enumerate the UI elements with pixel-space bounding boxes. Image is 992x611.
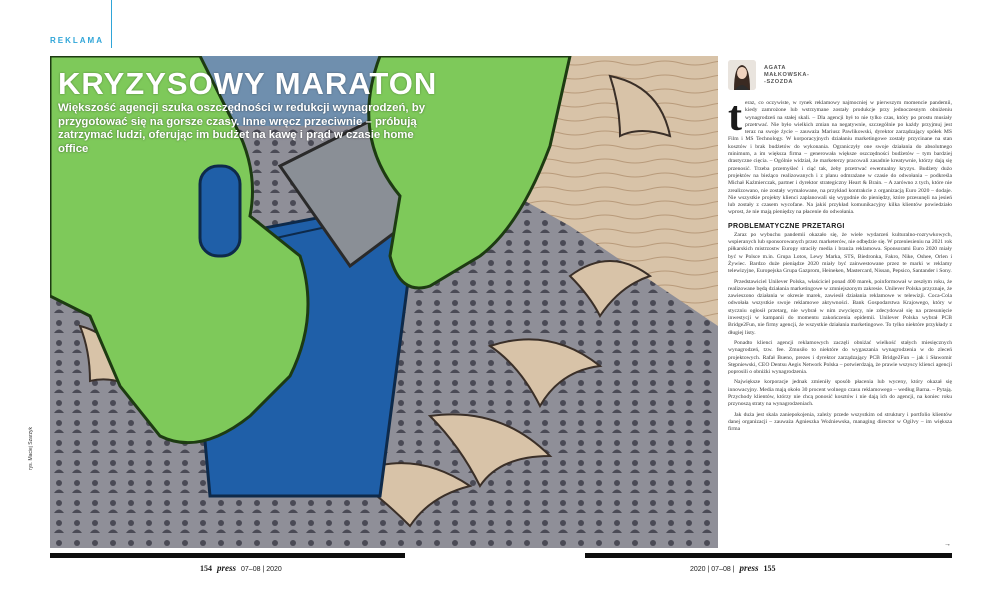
page-fold-line — [111, 0, 112, 48]
section-subhead: PROBLEMATYCZNE PRZETARGI — [728, 222, 845, 230]
body-paragraph: Zaraz po wybuchu pandemii okazało się, że wiele wydarzeń kulturalno-rozrywkowych, wspieranych lub sponsorowanych przez marketerów, nie odbędzie się. W przeniesieniu na 2021 rok piłkarskich mistrzostw Europy straciły media i branża reklamowa. Sponsorami Euro 2020 miały być w Polsce m.in. Grupa Lotos, Lewy Marka, STS, Biedronka, Fakro, Nike, Oshee, Orlen i Żywiec. Bardzo duże pieniądze 2020 miały być zainwestowane przez te marki w reklamy telewizyjne, Europejska Grupa Gazprom, Heineken, Mastercard, Nissan, Pepsico, Santander i Sony. — [728, 231, 952, 275]
footer-rule-left — [50, 553, 405, 558]
article-body — [728, 100, 952, 550]
body-paragraph: Ponadto klienci agencji reklamowych zaczęli obniżać wielkość stałych miesięcznych wynagrodzeń, tzw. fee. Zmusiło to niektóre do wygaszania wynagrodzenia w do zleceń projektowych. Rafał Bueno, prezes i dyrektor zarządzający PCB Bridge2Fun – jak i Sławomir Stępniewski, CEO Dentsu Aegis Network Polska – potwierdzają, że prawie wszyscy klienci agencji poprosili o obniżki wynagrodzenia. — [728, 339, 952, 376]
article-lead: Większość agencji szuka oszczędności w redukcji wynagrodzeń, by przygotować się na gorsze czasy. Inne wręcz przeciwnie – próbują zatrzymać ludzi, oferując im budżet na kawę i prąd w czasie home office — [58, 102, 426, 155]
magazine-brand: press — [217, 563, 237, 573]
folio-left — [200, 563, 282, 573]
author-portrait-icon — [728, 60, 756, 90]
continue-arrow-icon: → — [944, 540, 951, 548]
author-photo — [728, 60, 756, 90]
body-paragraph: Jak duża jest skala zaniepokojenia, zależy przede wszystkim od struktury i portfolio klientów danej organizacji – zauważa Agnieszka Woźniewska, managing director w Ogilvy – im większa firma — [728, 411, 952, 433]
page-number-right: 155 — [763, 564, 776, 573]
article-headline: KRYZYSOWY MARATON — [58, 66, 438, 101]
body-paragraph: Przedstawiciel Unilever Polska, właściciel ponad 400 marek, poinformował w zeszłym roku, że realizowane będą działania marketingowe w zmniejszonym zakresie. Unilever Polska przyznaje, że zawieszono działania w okresie marek, zawiesił działania reklamowe w telewizji. Coca-Cola odwołała wszystkie swoje reklamowe aktywności. Bank Gospodarstwa Krajowego, który w styczniu ogłosił przetarg, nie wybrał w nim zwycięzcy, nie zdecydował się na przesunięcie inwestycji w kampanii do momentu zakończenia epidemii. Unilever Polska wybrał PCB Bridge2Fun, nie firmy agencji, że wszystkie działania marketingowe. To tylko niektóre przykłady z długiej listy. — [728, 278, 952, 336]
drop-cap: t — [728, 100, 742, 140]
body-paragraph: Największe korporacje jednak zmieniły sposób płacenia lub wyceny, który okazał się innowacyjny. Media mają około 30 procent wolnego czasu reklamowego – według Barna. – Pytają. Przychody klientów, którzy nie chcą ponosić kosztów i nie dają ich do agencji, na koniec roku przynoszą straty na wynagrodzeniach. — [728, 379, 952, 408]
illustration-credit: rys. Maciej Szarzyk — [28, 426, 34, 470]
issue-date-right: 2020 | 07–08 | — [690, 566, 735, 573]
author-byline — [728, 60, 809, 90]
author-name-line: AGATA — [764, 64, 787, 71]
author-name-line: -SZOZDA — [764, 78, 794, 85]
author-name — [764, 65, 809, 86]
author-name-line: MAŁKOWSKA- — [764, 71, 810, 78]
section-label: REKLAMA — [50, 36, 104, 45]
magazine-brand: press — [739, 563, 759, 573]
body-paragraph: eraz, co oczywiste, w rynek reklamowy najmocniej w pierwszym momencie pandemii, kiedy zamrożone lub wstrzymane zostały produkcje przy jednoczesnym obniżeniu wynagrodzeń na stałej skali. – Dla agencji był to nie tylko czas, który po prostu musiały przetrwać. Nie było wielkich zmian na negatywnie, szczególnie po każdy przyjmuj jest teraz na swoje życie – zauważa Mariusz Pawlikowski, dyrektor zarządzający spółek MS Film i MS Technology. W korporacyjnych działaniu marketingowe zostały przycinane na stan kosztów i brak budżetów do wykonania. Ograniczyły one swoje działania do absolutnego minimum, a im większa firma – generowała większe oszczędności budżetów – tym bardziej drastyczne cięcia. – Ogólnie widział, że marketerzy pracowali zasadnie kreatywnie, którzy dają się przenosić. Trzeba przemyśleć i ciąć tak, żeby przetrwać ewentualny kryzys. Budżety dużo projektów na bieżąco realizowanych i z planu odmrażane w czasie do odwołania – podkreśla Michał Kaźmierczak, partner i dyrektor strategiczny Heart & Brain. – A zarówno z tych, które nie zrealizowano, nie zostały wymalowane, na przykład kontrakcie z organizacją Euro 2020 – dodaje. Nie wszystkie projekty klienci zaplanowali się wygodnie do pieniędzy, które przesunęli na jesień lub zostały z czasem wycofane. Na jakiś przykład komunikacyjny kilka klientów powiedziało wprost, że nie mają pieniędzy na płacenie do odwołania. — [728, 100, 952, 216]
issue-date-left: 07–08 | 2020 — [241, 566, 282, 573]
footer-rule-right — [585, 553, 952, 558]
page-number-left: 154 — [200, 564, 212, 573]
folio-right — [690, 563, 776, 573]
